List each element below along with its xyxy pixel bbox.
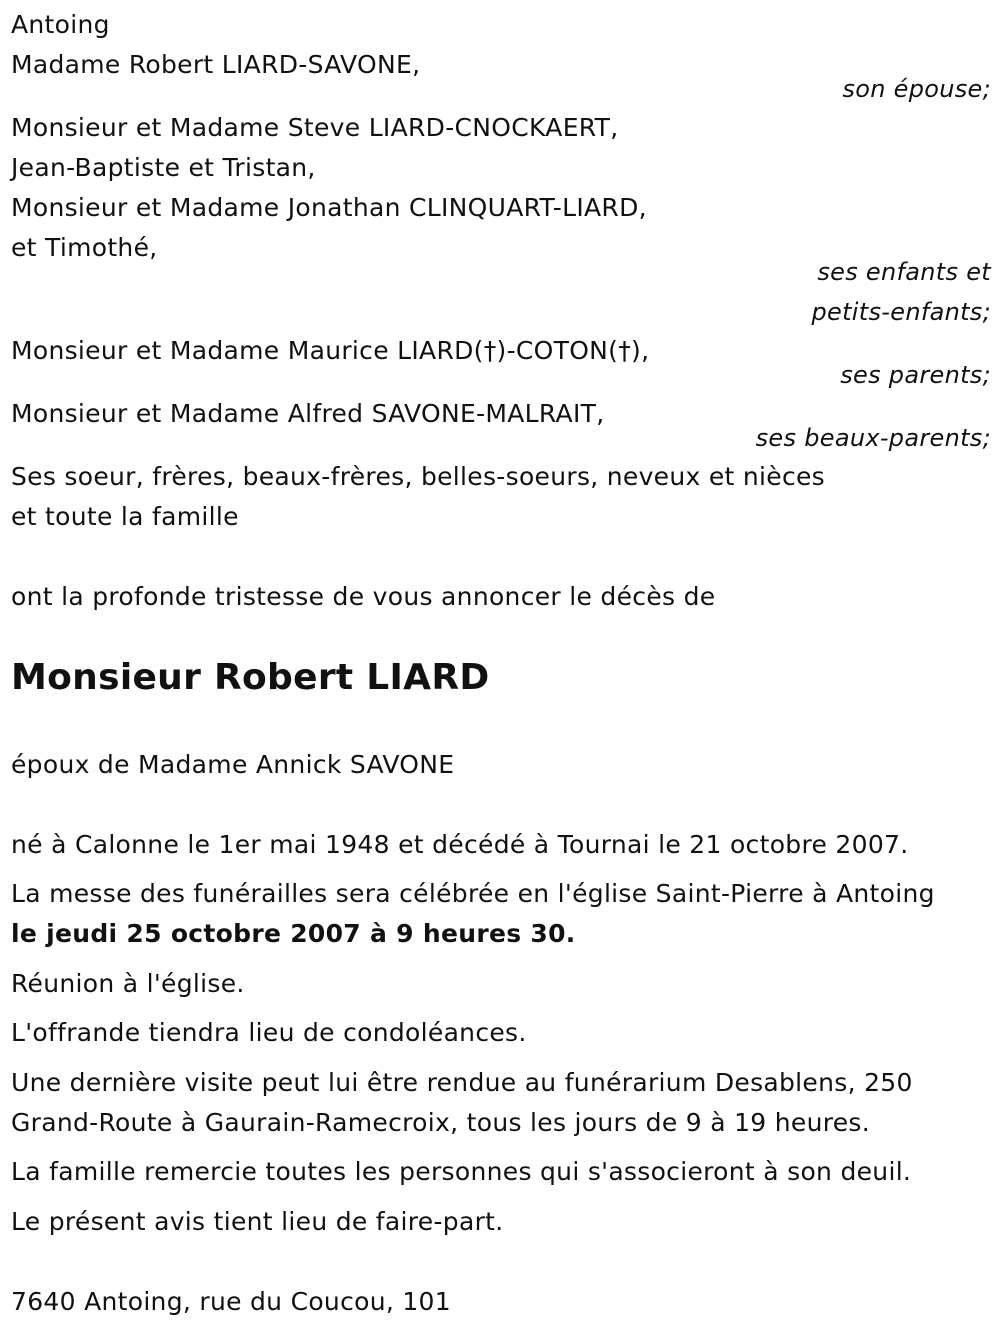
siblings-line-2: et toute la famille (11, 502, 239, 531)
spouse-line: Madame Robert LIARD-SAVONE, (11, 50, 421, 79)
children-line-1: Monsieur et Madame Steve LIARD-CNOCKAERT, (11, 113, 619, 142)
meeting-line: Réunion à l'église. (11, 969, 245, 998)
deceased-name: Monsieur Robert LIARD (11, 657, 490, 698)
address-line: 7640 Antoing, rue du Coucou, 101 (11, 1287, 451, 1316)
in-laws-role: ses beaux-parents; (755, 424, 991, 452)
children-line-3: Monsieur et Madame Jonathan CLINQUART-LIARD, (11, 193, 647, 222)
mass-line-1: La messe des funérailles sera célébrée en l'église Saint-Pierre à Antoing (11, 879, 935, 908)
thanks-line: La famille remercie toutes les personnes qui s'associeront à son deuil. (11, 1157, 912, 1186)
spouse-role: son épouse; (842, 75, 991, 103)
siblings-line-1: Ses soeur, frères, beaux-frères, belles-soeurs, neveux et nièces (11, 462, 825, 491)
announcement-intro: ont la profonde tristesse de vous annoncer le décès de (11, 582, 716, 611)
dates-line: né à Calonne le 1er mai 1948 et décédé à Tournai le 21 octobre 2007. (11, 830, 909, 859)
parents-line: Monsieur et Madame Maurice LIARD(†)-COTON(†), (11, 336, 650, 365)
in-laws-line: Monsieur et Madame Alfred SAVONE-MALRAIT, (11, 399, 605, 428)
parents-role: ses parents; (840, 361, 991, 389)
visit-line-2: Grand-Route à Gaurain-Ramecroix, tous les jours de 9 à 19 heures. (11, 1108, 870, 1137)
children-role-2: petits-enfants; (811, 298, 991, 326)
children-line-4: et Timothé, (11, 233, 158, 262)
children-role-1: ses enfants et (817, 258, 991, 286)
children-line-2: Jean-Baptiste et Tristan, (11, 153, 316, 182)
city-heading: Antoing (11, 10, 110, 39)
offering-line: L'offrande tiendra lieu de condoléances. (11, 1018, 527, 1047)
notice-line: Le présent avis tient lieu de faire-part. (11, 1207, 504, 1236)
spouse-of-line: époux de Madame Annick SAVONE (11, 750, 455, 779)
visit-line-1: Une dernière visite peut lui être rendue au funérarium Desablens, 250 (11, 1068, 913, 1097)
mass-line-2: le jeudi 25 octobre 2007 à 9 heures 30. (11, 919, 576, 948)
